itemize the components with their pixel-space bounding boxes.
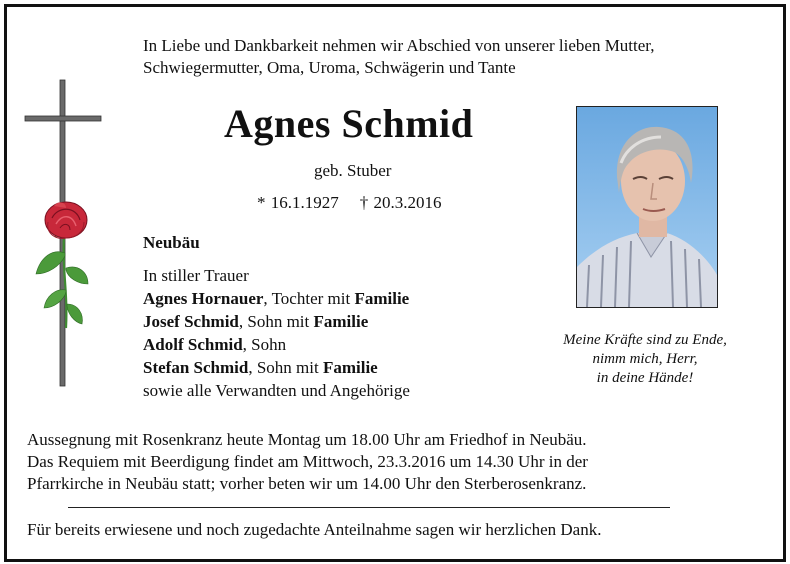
- service-line-1: Aussegnung mit Rosenkranz heute Montag um 18.00 Uhr am Friedhof in Neubäu.: [27, 430, 587, 449]
- place-name: Neubäu: [143, 233, 200, 252]
- quote: [540, 331, 750, 388]
- service-line-3: Pfarrkirche in Neubäu statt; vorher beten wir um 14.00 Uhr den Sterberosenkranz.: [27, 474, 587, 493]
- mourner-entry: [143, 310, 410, 333]
- mourner-name: Josef Schmid: [143, 312, 239, 331]
- mourner-suffix: Familie: [313, 312, 369, 331]
- mourner-entry: [143, 333, 410, 356]
- birth-date: * 16.1.1927: [257, 193, 339, 212]
- divider: [68, 507, 670, 508]
- intro-line-2: Schwiegermutter, Oma, Uroma, Schwägerin und Tante: [143, 58, 516, 77]
- deceased-name: Agnes Schmid: [224, 101, 474, 146]
- mourner-relation: , Tochter mit: [263, 289, 355, 308]
- maiden-name: geb. Stuber: [314, 161, 392, 180]
- mourner-suffix: Familie: [354, 289, 410, 308]
- mourner-relation: , Sohn mit: [238, 312, 314, 331]
- service-info: [27, 429, 588, 495]
- mourner-entry: [143, 356, 410, 379]
- portrait-photo-icon: [577, 107, 717, 307]
- quote-line-1: Meine Kräfte sind zu Ende,: [563, 332, 727, 348]
- mourners-list: [143, 264, 410, 402]
- portrait-photo: [576, 106, 718, 308]
- quote-line-3: in deine Hände!: [596, 370, 694, 386]
- mourner-name: Adolf Schmid: [143, 335, 243, 354]
- mourner-name: Stefan Schmid: [143, 358, 249, 377]
- mourner-suffix: Familie: [322, 358, 378, 377]
- mourner-relation: , Sohn mit: [248, 358, 323, 377]
- mourner-relation: , Sohn: [242, 335, 287, 354]
- mourner-name: Agnes Hornauer: [143, 289, 264, 308]
- cross-rose-illustration-icon: [22, 78, 107, 390]
- service-line-2: Das Requiem mit Beerdigung findet am Mittwoch, 23.3.2016 um 14.30 Uhr in der: [27, 452, 588, 471]
- death-date: † 20.3.2016: [359, 193, 442, 212]
- intro-line-1: In Liebe und Dankbarkeit nehmen wir Abschied von unserer lieben Mutter,: [143, 36, 655, 55]
- intro-text: [143, 35, 655, 79]
- mourner-entry: [143, 287, 410, 310]
- mourners-closing: sowie alle Verwandten und Angehörige: [143, 381, 410, 400]
- thanks-text: Für bereits erwiesene und noch zugedachte Anteilnahme sagen wir herzlichen Dank.: [27, 520, 602, 539]
- life-dates: [257, 193, 442, 213]
- mourners-intro: In stiller Trauer: [143, 266, 249, 285]
- quote-line-2: nimm mich, Herr,: [592, 351, 698, 367]
